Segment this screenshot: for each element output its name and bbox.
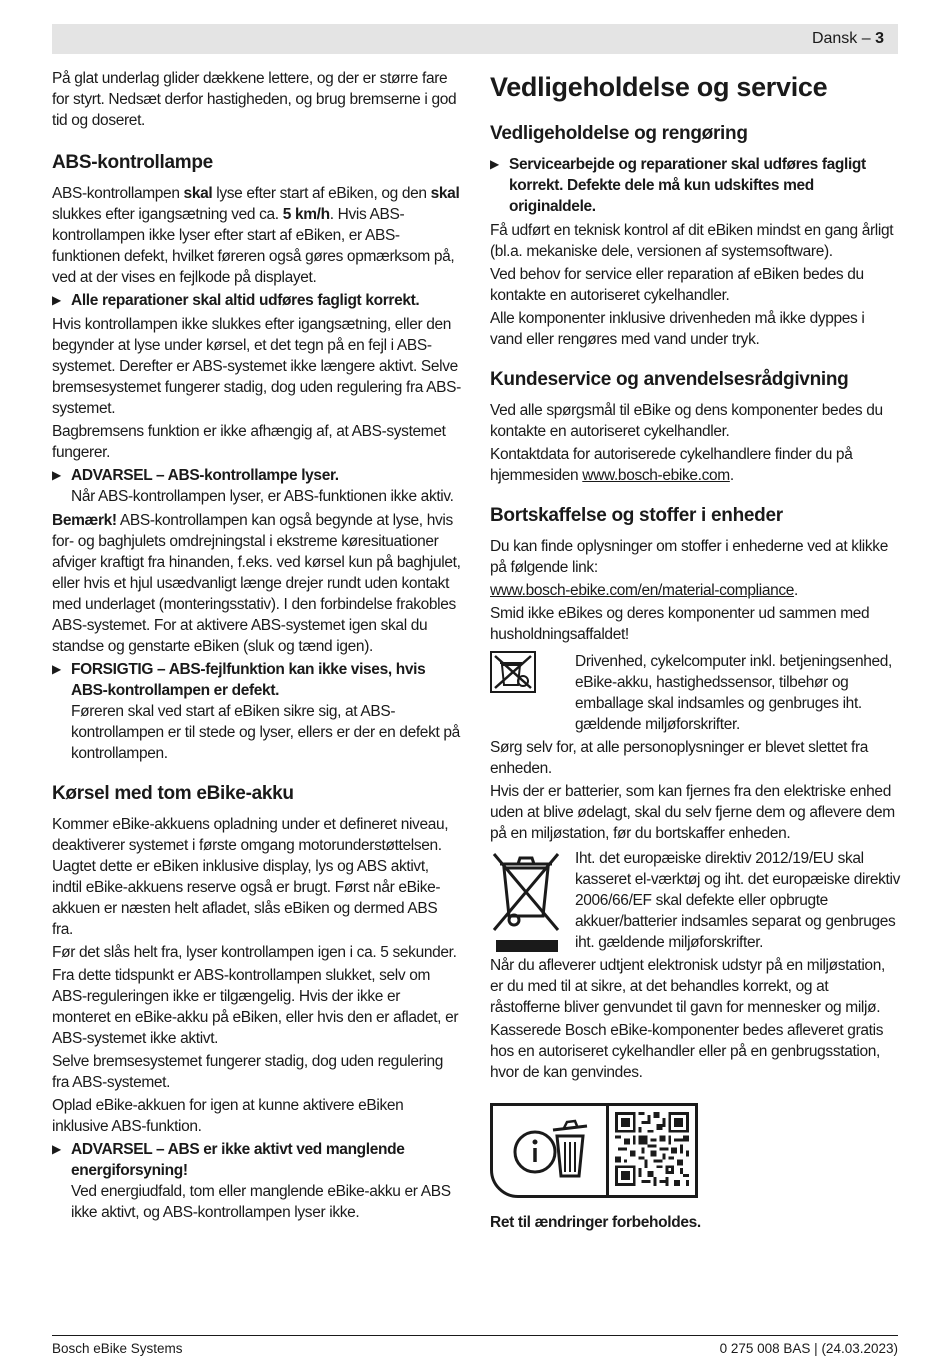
triangle-right-icon: ▶ [52,1142,61,1156]
weee-row [490,848,900,953]
closing-note: Ret til ændringer forbeholdes. [490,1214,701,1231]
weee-crossed-wheelie-bin-icon [490,848,562,956]
text-span: . [729,467,734,484]
header-bar [52,24,898,54]
disposal-paragraph-4: Hvis der er batterier, som kan fjernes fra den elektriske enhed uden at blive ødelagt, skal du selv fjerne dem og aflevere dem på en miljøstation, før du bortskaffer enheden. [490,783,895,842]
abs-heading: ABS-kontrollampe [52,152,213,173]
maintenance-heading: Vedligeholdelse og rengøring [490,123,748,144]
emphasis: 5 km/h [282,206,330,223]
page-number: 3 [875,30,884,47]
text-span: Kontaktdata for autoriserede cykelhandlere finder du på hjemmesiden [490,446,853,484]
warning-abs-lamp [52,465,462,507]
warning-body: Når ABS-kontrollampen lyser, er ABS-funktionen ikke aktiv. [71,488,454,505]
crossed-bin-icon [490,651,536,693]
triangle-right-icon: ▶ [52,468,61,482]
customer-paragraph-1: Ved alle spørgsmål til eBike og dens komponenter bedes du kontakte en autoriseret cykelhandler. [490,402,883,440]
no-household-waste-row [490,651,900,735]
caution-abs-malfunction [52,659,462,764]
warning-title: ADVARSEL – ABS er ikke aktivt ved manglende energiforsyning! [71,1141,405,1179]
material-compliance-link[interactable]: www.bosch-ebike.com/en/material-compliance [490,582,795,599]
note-body: ABS-kontrollampen kan også begynde at lyse, hvis for- og baghjulets omdrejningstal i ekstreme køresituationer afviger kraftigt fra hinanden, f.eks. ved kørsel kun på baghjulet, eller hvis et hjul usædvanligt længe drejer rundt uden kontakt med underlaget (monteringsstativ). I den forbindelse frakobles ABS-systemet. For at aktivere ABS-systemet igen skal du standse og genstarte eBiken (sluk og tænd igen). [52,512,461,655]
disposal-paragraph-2: Smid ikke eBikes og deres komponenter ud sammen med husholdningsaffaldet! [490,605,870,643]
empty-paragraph-4: Selve bremsesystemet fungerer stadig, dog uden regulering fra ABS-systemet. [52,1053,444,1091]
footer-company: Bosch eBike Systems [52,1341,183,1356]
box-divider [606,1106,609,1195]
caution-body: Føreren skal ved start af eBiken sikre sig, at ABS-kontrollampen er til stede og lyser, ellers er der en defekt på kontrollampen. [71,703,460,762]
maintenance-paragraph-1: Få udført en teknisk kontrol af dit eBiken mindst en gang årligt (bl.a. mekaniske dele, versionen af systemsoftware). [490,222,894,260]
text-span: ABS-kontrollampen [52,185,184,202]
intro-paragraph: På glat underlag glider dækkene lettere, og der er større fare for styrt. Nedsæt derfor hastigheden, og brug bremserne i god tid og doseret. [52,70,457,129]
empty-paragraph-2: Før det slås helt fra, lyser kontrollampen igen i ca. 5 sekunder. [52,944,457,961]
text-span: slukkes efter igangsætning ved ca. [52,206,283,223]
warning-body: Ved energiudfald, tom eller manglende eBike-akku er ABS ikke aktivt, og ABS-kontrollampen lyser ikke. [71,1183,451,1221]
caution-title: FORSIGTIG – ABS-fejlfunktion kan ikke vises, hvis ABS-kontrollampen er defekt. [71,661,426,699]
customer-paragraph-2 [490,444,900,486]
header-language: Dansk – [811,30,871,47]
text-span: lyse efter start af eBiken, og den [212,185,431,202]
abs-paragraph-1 [52,183,462,288]
footer-doc-number: 0 275 008 BAS | (24.03.2023) [719,1341,898,1356]
material-compliance-paragraph [490,580,900,601]
main-title: Vedligeholdelse og service [490,72,828,102]
triangle-right-icon: ▶ [52,293,61,307]
disposal-paragraph-1: Du kan finde oplysninger om stoffer i enhederne ved at klikke på følgende link: [490,538,888,576]
bullet-service [490,154,900,217]
triangle-right-icon: ▶ [490,157,499,171]
warning-title: ADVARSEL – ABS-kontrollampe lyser. [71,467,339,484]
empty-battery-heading: Kørsel med tom eBike-akku [52,783,294,804]
page-language-number [812,29,884,49]
footer [52,1335,898,1356]
abs-paragraph-3: Bagbremsens funktion er ikke afhængig af, at ABS-systemet fungerer. [52,423,446,461]
info-trash-icon [511,1116,591,1182]
bullet-text: Servicearbejde og reparationer skal udføres fagligt korrekt. Defekte dele må kun udskiftes med originaldele. [509,156,866,215]
qr-code-icon[interactable] [615,1112,689,1186]
maintenance-paragraph-2: Ved behov for service eller reparation af eBiken bedes du kontakte en autoriseret cykelhandler. [490,266,864,304]
disposal-icon-text: Drivenhed, cykelcomputer inkl. betjeningsenhed, eBike-akku, hastighedssensor, tilbehør og emballage skal indsamles og genbruges iht. gældende miljøforskrifter. [575,653,892,733]
triangle-right-icon: ▶ [52,662,61,676]
text-span: . Hvis ABS-kontrollampen ikke lyser efter start af eBiken, er ABS-funktionen defekt, hvilket føreren også gøres opmærksom på, ved at der vises en fejlkode på displayet. [52,206,455,286]
warning-no-power [52,1139,462,1223]
disposal-paragraph-3: Sørg selv for, at alle personoplysninger er blevet slettet fra enheden. [490,739,869,777]
bullet-repairs [52,290,462,311]
abs-paragraph-2: Hvis kontrollampen ikke slukkes efter igangsætning, eller den begynder at lyse under kørsel, et det tegn på en fejl i ABS-systemet. Derefter er ABS-systemet ikke længere aktivt. Selve bremsesystemet fungerer stadig, dog uden regulering fra ABS-systemet. [52,316,461,417]
emphasis: skal [183,185,213,202]
bullet-text: Alle reparationer skal altid udføres fagligt korrekt. [71,292,420,309]
recycling-info-box [490,1103,698,1198]
empty-paragraph-3: Fra dette tidspunkt er ABS-kontrollampen slukket, selv om ABS-reguleringen ikke er tilgængelig. Hvis der ikke er monteret en eBike-akku på eBiken, eller hvis den er afladet, er ABS-systemet ikke aktivt. [52,967,459,1047]
left-column [52,68,462,1226]
disposal-paragraph-5: Når du afleverer udtjent elektronisk udstyr på en miljøstation, er du med til at sikre, at det behandles korrekt, og at råstofferne bliver genvundet til gavn for mennesker og miljø. [490,957,885,1016]
weee-text: Iht. det europæiske direktiv 2012/19/EU skal kasseret el-værktøj og iht. det europæiske direktiv 2006/66/EF skal defekte eller opbrugte akkuer/batterier indsamles separat og genbruges iht. gældende miljøforskrifter. [575,850,901,951]
disposal-paragraph-6: Kasserede Bosch eBike-komponenter bedes afleveret gratis hos en autoriseret cykelhandler eller på en genbrugsstation, hvor de kan genvindes. [490,1022,884,1081]
empty-paragraph-5: Oplad eBike-akkuen for igen at kunne aktivere eBiken inklusive ABS-funktion. [52,1097,404,1135]
maintenance-paragraph-3: Alle komponenter inklusive drivenheden må ikke dyppes i vand eller rengøres med vand under tryk. [490,310,865,348]
customer-service-heading: Kundeservice og anvendelsesrådgivning [490,369,849,390]
emphasis: skal [430,185,460,202]
note-paragraph [52,510,462,657]
bosch-ebike-link[interactable]: www.bosch-ebike.com [582,467,730,484]
text-span: . [794,582,799,599]
empty-paragraph-1: Kommer eBike-akkuens opladning under et defineret niveau, deaktiverer systemet i første omgang motorunderstøttelsen. Uagtet dette er eBiken inklusive display, lys og ABS aktivt, indtil eBike-akkuens reserve også er brugt. Først når eBike-akkuen er næsten helt afladet, slås eBiken og dermed ABS fra. [52,816,449,938]
note-label: Bemærk! [52,512,117,529]
disposal-heading: Bortskaffelse og stoffer i enheder [490,505,783,526]
right-column [490,68,900,1235]
